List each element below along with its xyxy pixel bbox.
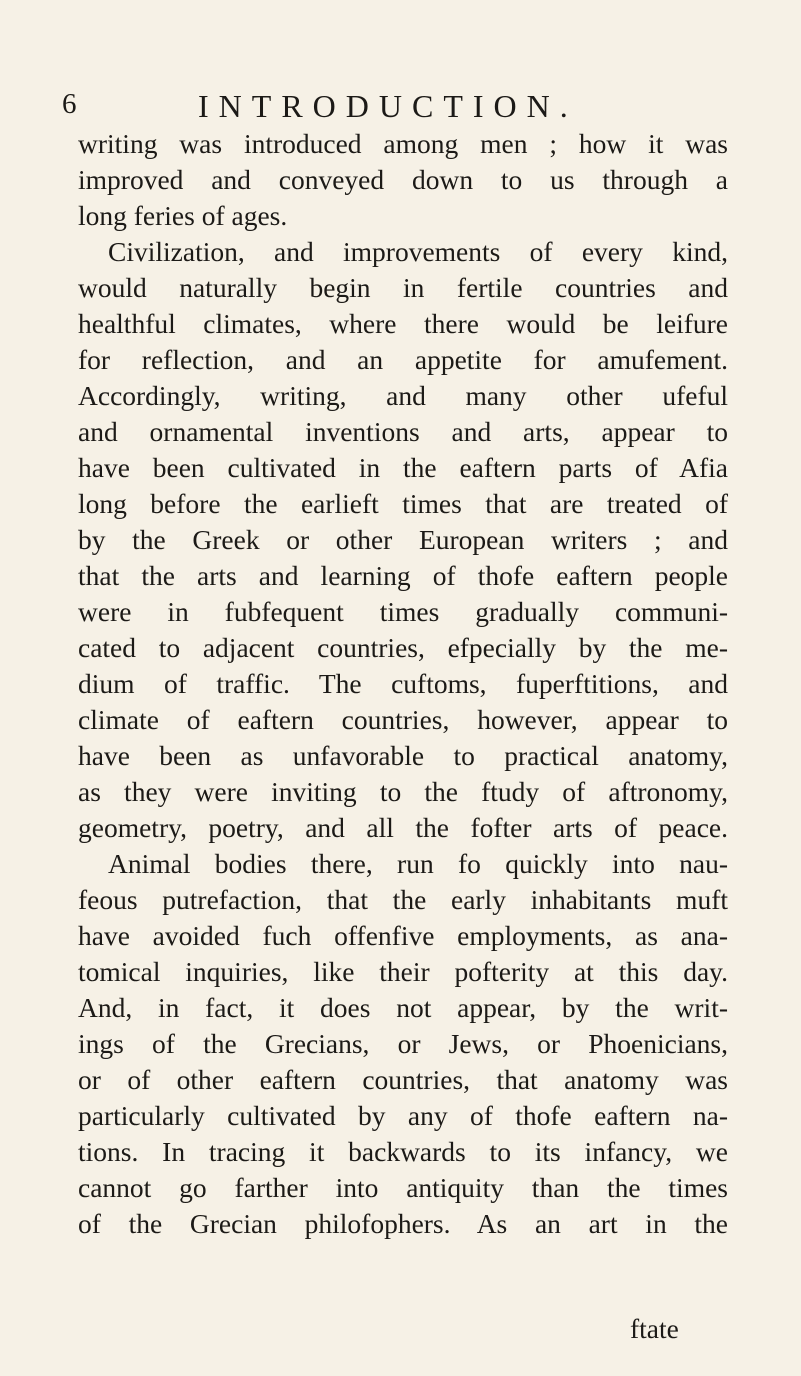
page-number: 6 [62, 88, 77, 120]
running-head: INTRODUCTION. [198, 88, 578, 124]
text-line: cannot go farther into antiquity than the times [78, 1172, 728, 1203]
text-line: long feries of ages. [78, 200, 288, 231]
text-line: Civilization, and improvements of every kind, [108, 236, 728, 267]
text-line: and ornamental inventions and arts, appear to [78, 416, 728, 447]
text-line: that the arts and learning of thofe eaftern people [78, 560, 728, 591]
text-line: would naturally begin in fertile countries and [78, 272, 728, 303]
catchword: ftate [630, 1313, 679, 1344]
text-line: Accordingly, writing, and many other ufeful [78, 380, 728, 411]
text-line: by the Greek or other European writers ; and [78, 524, 728, 555]
text-line: long before the earlieft times that are treated of [78, 488, 728, 519]
text-line: have been as unfavorable to practical anatomy, [78, 740, 728, 771]
text-line: were in fubfequent times gradually communi- [78, 596, 728, 627]
text-line: writing was introduced among men ; how it was [78, 128, 728, 159]
text-line: ings of the Grecians, or Jews, or Phoenicians, [78, 1028, 728, 1059]
text-line: as they were inviting to the ftudy of aftronomy, [78, 776, 728, 807]
text-line: improved and conveyed down to us through a [78, 164, 728, 195]
text-line: feous putrefaction, that the early inhabitants muft [78, 884, 728, 915]
text-line: And, in fact, it does not appear, by the writ- [78, 992, 728, 1023]
text-line: healthful climates, where there would be leifure [78, 308, 728, 339]
text-line: geometry, poetry, and all the fofter arts of peace. [78, 812, 728, 843]
text-line: have been cultivated in the eaftern parts of Afia [78, 452, 728, 483]
text-line: tomical inquiries, like their pofterity at this day. [78, 956, 728, 987]
text-line: Animal bodies there, run fo quickly into nau- [108, 848, 728, 879]
text-line: dium of traffic. The cuftoms, fuperftitions, and [78, 668, 728, 699]
text-line: climate of eaftern countries, however, appear to [78, 704, 728, 735]
text-line: tions. In tracing it backwards to its infancy, we [78, 1136, 728, 1167]
text-line: have avoided fuch offenfive employments, as ana- [78, 920, 728, 951]
text-line: or of other eaftern countries, that anatomy was [78, 1064, 728, 1095]
text-line: for reflection, and an appetite for amufement. [78, 344, 728, 375]
text-line: cated to adjacent countries, efpecially by the me- [78, 632, 728, 663]
text-line: of the Grecian philofophers. As an art in the [78, 1208, 728, 1239]
text-line: particularly cultivated by any of thofe eaftern na- [78, 1100, 728, 1131]
